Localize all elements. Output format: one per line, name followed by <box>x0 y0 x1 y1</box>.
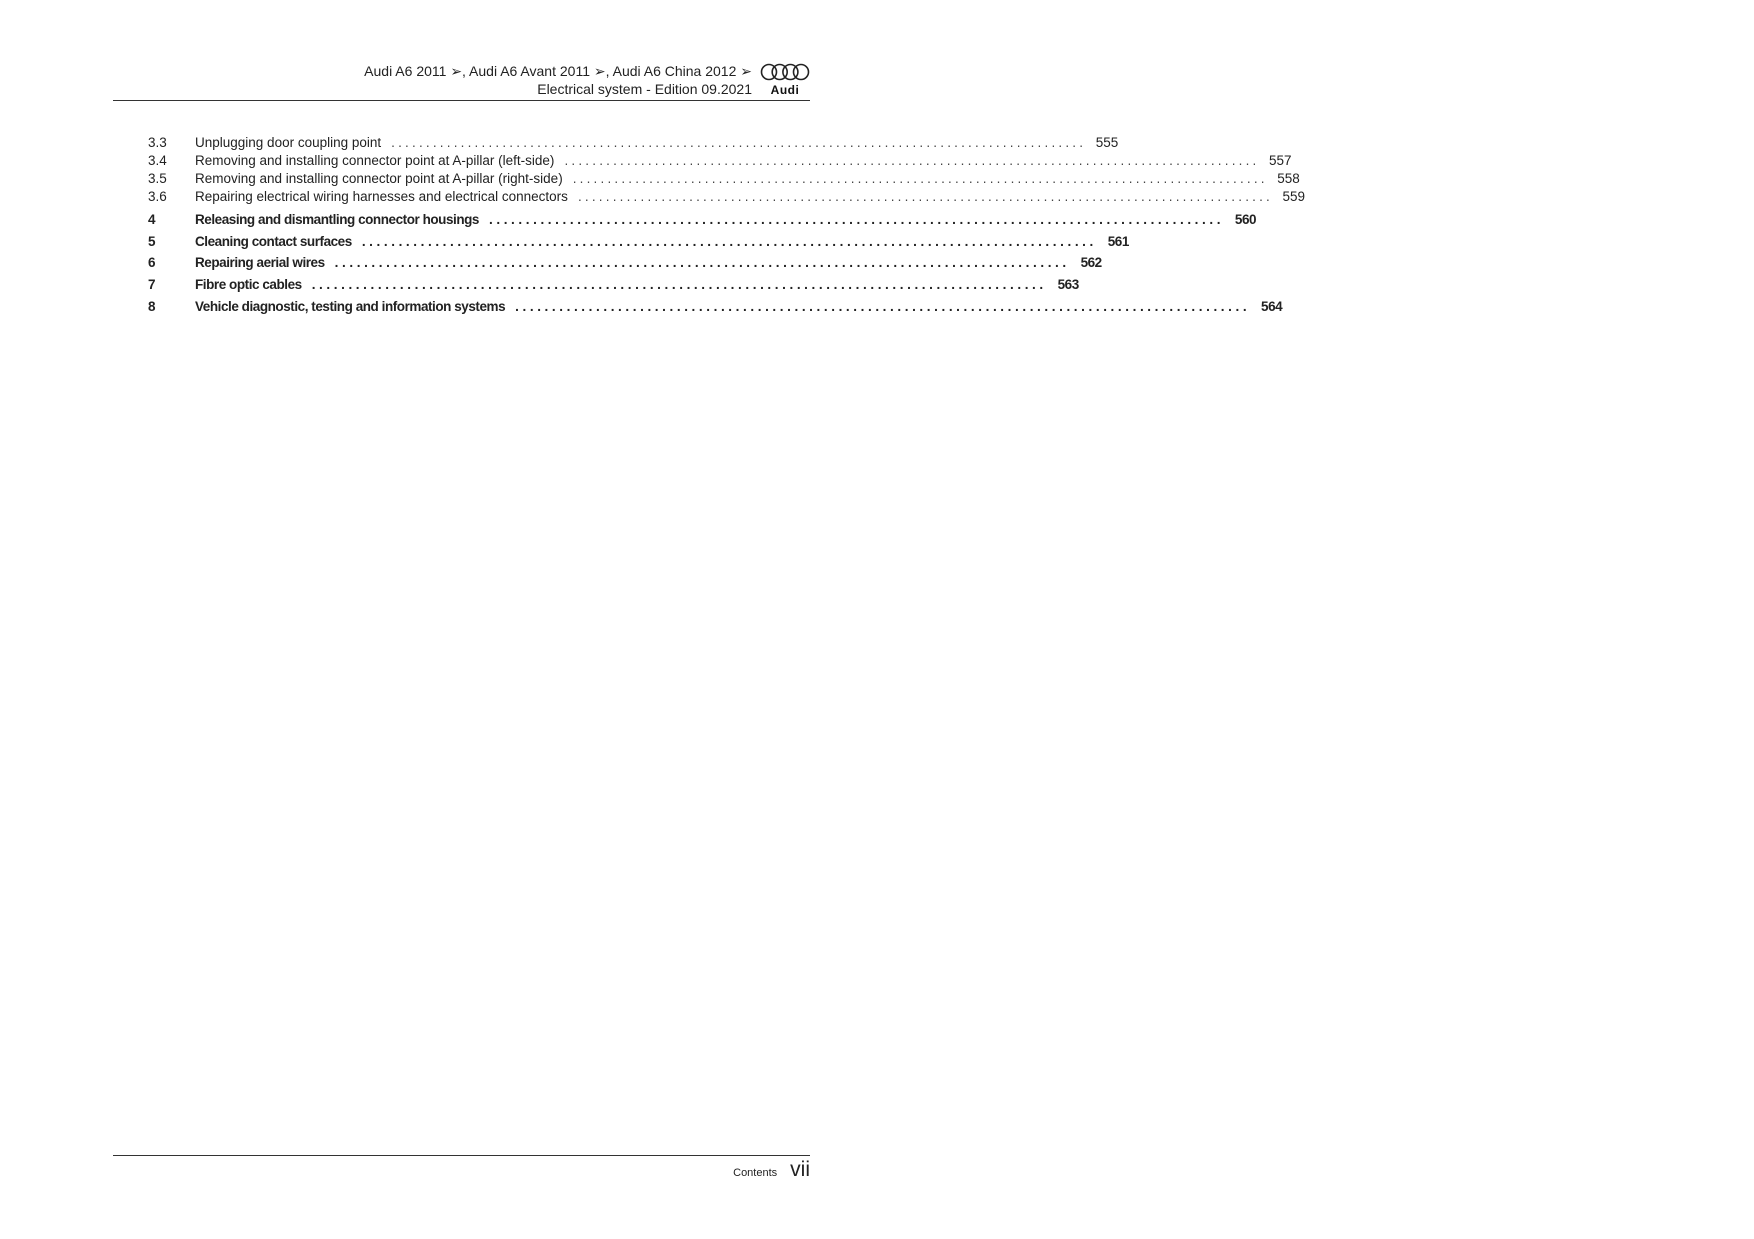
toc-leader-dots: .................................................................................................... <box>334 255 1070 271</box>
toc-leader-dots: .................................................................................................... <box>515 298 1251 314</box>
toc-chapter[interactable] <box>113 209 1257 231</box>
toc-leader-dots: .................................................................................................... <box>361 233 1097 249</box>
toc-entry-page: 558 <box>1277 171 1300 186</box>
toc-chapter-number: 6 <box>148 255 156 271</box>
audi-rings-icon <box>760 62 810 82</box>
toc-chapter[interactable] <box>113 296 1283 318</box>
toc-entry-page: 557 <box>1268 153 1292 168</box>
header-models: Audi A6 2011 ➢, Audi A6 Avant 2011 ➢, Audi A6 China 2012 ➢ <box>364 63 752 79</box>
toc-chapter-title: Vehicle diagnostic, testing and information systems <box>195 298 506 314</box>
footer-page-number: vii <box>790 1158 810 1181</box>
table-of-contents <box>113 134 1306 317</box>
toc-entry-title: Repairing electrical wiring harnesses and electrical connectors <box>195 189 568 204</box>
toc-entry-title: Removing and installing connector point at A-pillar (left-side) <box>195 153 555 168</box>
toc-leader-dots: .................................................................................................... <box>489 212 1225 227</box>
toc-entry-title: Unplugging door coupling point <box>195 135 382 150</box>
toc-chapter-number: 5 <box>148 233 156 249</box>
toc-chapter-page: 562 <box>1080 255 1102 271</box>
page-header <box>113 62 810 102</box>
toc-entry-page: 555 <box>1095 135 1119 150</box>
footer-divider <box>113 1155 810 1156</box>
toc-chapter-page: 563 <box>1057 277 1079 293</box>
toc-chapter-number: 4 <box>148 212 156 227</box>
footer-section-label: Contents <box>733 1167 778 1179</box>
toc-leader-dots: .................................................................................................... <box>391 135 1087 150</box>
toc-chapter-page: 564 <box>1261 298 1283 314</box>
toc-entry-title: Removing and installing connector point at A-pillar (right-side) <box>195 171 563 186</box>
toc-entry[interactable] <box>113 170 1300 188</box>
document-page <box>113 0 1306 1239</box>
toc-chapter-page: 560 <box>1234 212 1257 227</box>
toc-entry[interactable] <box>113 134 1119 152</box>
toc-leader-dots: .................................................................................................... <box>564 153 1260 168</box>
toc-chapter[interactable] <box>113 252 1102 274</box>
header-divider <box>113 100 810 101</box>
toc-entry-number: 3.6 <box>148 189 167 204</box>
toc-entry-number: 3.5 <box>148 171 167 186</box>
toc-chapter-title: Repairing aerial wires <box>195 255 325 271</box>
toc-entry[interactable] <box>113 188 1306 206</box>
toc-leader-dots: .................................................................................................... <box>572 171 1268 186</box>
toc-entry-number: 3.3 <box>148 135 167 150</box>
toc-chapter-title: Releasing and dismantling connector housings <box>195 212 479 227</box>
toc-chapter-title: Cleaning contact surfaces <box>195 233 352 249</box>
toc-chapter-number: 7 <box>148 277 156 293</box>
toc-leader-dots: .................................................................................................... <box>311 277 1047 293</box>
toc-leader-dots: .................................................................................................... <box>577 189 1274 204</box>
toc-chapter[interactable] <box>113 231 1129 253</box>
logo-wordmark: Audi <box>770 83 800 97</box>
toc-chapter-page: 561 <box>1107 233 1129 249</box>
header-edition: Electrical system - Edition 09.2021 <box>537 80 752 97</box>
toc-chapter[interactable] <box>113 274 1079 296</box>
audi-logo <box>760 62 810 98</box>
toc-entry-number: 3.4 <box>148 153 167 168</box>
header-text <box>364 63 752 98</box>
toc-entry-page: 559 <box>1282 189 1306 204</box>
toc-chapter-number: 8 <box>148 298 156 314</box>
toc-entry[interactable] <box>113 152 1292 170</box>
toc-chapter-title: Fibre optic cables <box>195 277 302 293</box>
page-footer <box>733 1158 810 1186</box>
